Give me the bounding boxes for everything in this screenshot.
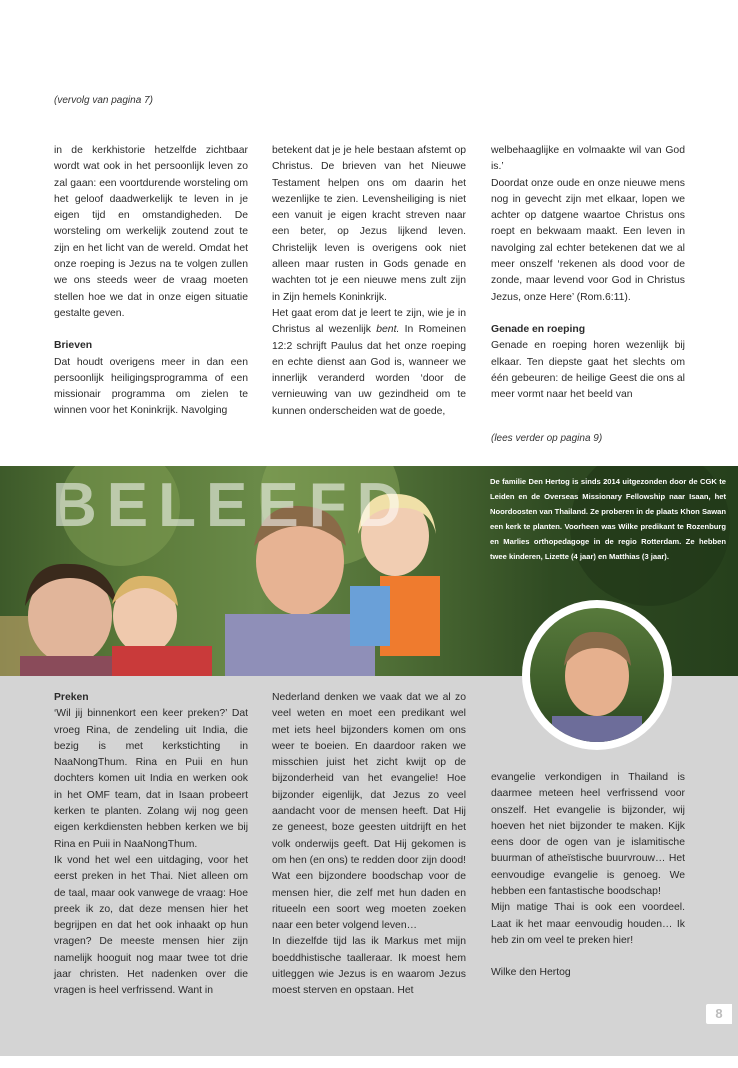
paragraph bbox=[272, 306, 466, 420]
author-portrait-illustration bbox=[530, 608, 664, 742]
paragraph: Dat houdt overigens meer in dan een persoonlijk heiligingsprogramma of een missionair programma om zielen te winnen voor het Koninkrijk. Navolging bbox=[54, 356, 248, 417]
paragraph: Genade en roeping horen wezenlijk bij elkaar. Ten diepste gaat het slechts om één gebeuren: de heilige Geest die ons al meer vormt naar het beeld van bbox=[491, 340, 685, 401]
article1-column3 bbox=[491, 143, 685, 403]
paragraph: evangelie verkondigen in Thailand is daarmee meteen heel verfrissend voor onszelf. Het evangelie is bijzonder, wij hoeven het niet bijzonder te maken. Kijk eens door de ogen van je islamitische buurman of atheïstische buurvrouw… Het eenvoudige evangelie is genoeg. We hebben een fantastische boodschap! bbox=[491, 772, 685, 898]
page-number: 8 bbox=[706, 1004, 732, 1024]
paragraph: Mijn matige Thai is ook een voordeel. Laat ik het maar eenvoudig houden… Ik heb zin om veel te preken hier! bbox=[491, 902, 685, 946]
continued-from-note: (vervolg van pagina 7) bbox=[54, 95, 153, 106]
article2-column3 bbox=[491, 770, 685, 982]
article2-column1 bbox=[54, 690, 248, 1000]
emphasis: bent. bbox=[376, 324, 400, 336]
section-heading-preken: Preken bbox=[54, 692, 89, 703]
section-heading-genade: Genade en roeping bbox=[491, 323, 586, 335]
text-run: In Romeinen 12:2 schrijft Paulus dat het onze roeping en echte dienst aan God is, wanneer we innerlijk veranderd worden ‘door de vernieuwing van uw gezindheid om te kunnen onderscheiden wat de goede, bbox=[272, 324, 466, 417]
article2-column2 bbox=[272, 690, 466, 1000]
paragraph: betekent dat je je hele bestaan afstemt op Christus. De brieven van het Nieuwe Testament helpen ons om daarin het wezenlijke te zien. Levensheiliging is niet een vanuit je eigen kracht streven naar een beter, op Jezus lijkend leven. Christelijk leven is overigens ook niet alleen maar rusten in Gods genade en wachten tot je een nieuwe mens zult zijn in Zijn hemels Koninkrijk. bbox=[272, 145, 466, 303]
paragraph: In diezelfde tijd las ik Markus met mijn boeddhistische taalleraar. Ik moest hem uitleggen wie Jezus is en waarom Jezus moest sterven en opstaan. Het bbox=[272, 936, 466, 997]
photo-caption: De familie Den Hertog is sinds 2014 uitgezonden door de CGK te Leiden en de Overseas Missionary Fellowship naar Isaan, het Noordoosten van Thailand. Ze proberen in de plaats Khon Sawan een kerk te planten. Voorheen was Wilke predikant te Rozenburg en Marlies orthopedagoge in de regio Rotterdam. Ze hebben twee kinderen, Lizette (4 jaar) en Matthias (3 jaar). bbox=[490, 477, 726, 561]
author-signature: Wilke den Hertog bbox=[491, 967, 571, 979]
paragraph: in de kerkhistorie hetzelfde zichtbaar wordt wat ook in het persoonlijk leven zo zal gaan: een voortdurende worsteling om het geloof daadwerkelijk te leven in je eigen tijd en omstandigheden. De worsteling om werkelijk zoutend zout te zijn en het licht van de wereld. Omdat het onze roeping is Jezus na te volgen zullen we ons steeds weer de vraag moeten stellen hoe we dat in onze eigen situatie gestalte geven. bbox=[54, 145, 248, 319]
author-portrait bbox=[530, 608, 664, 742]
paragraph: Ik vond het wel een uitdaging, voor het eerst preken in het Thai. Niet alleen om de taal, maar ook vanwege de vraag: Hoe preek ik zo, dat deze mensen hier het begrijpen en dat het ook inhaakt op hun vragen? De meeste mensen hier zijn namelijk hooguit nog maar twee tot drie jaar christen. Het nadenken over die vragen is heel verfrissend. Want in bbox=[54, 854, 248, 997]
banner-title: BELEEFD bbox=[52, 471, 412, 540]
continued-on-note: (lees verder op pagina 9) bbox=[491, 433, 603, 444]
text-run: Het gaat erom dat je leert te zijn, wie je in Christus al wezenlijk bbox=[272, 307, 466, 336]
section-heading-brieven: Brieven bbox=[54, 340, 93, 352]
article1-column1 bbox=[54, 143, 248, 420]
paragraph: welbehaaglijke en volmaakte wil van God is.’ bbox=[491, 145, 685, 173]
author-portrait-frame bbox=[522, 600, 672, 750]
paragraph: Doordat onze oude en onze nieuwe mens nog in gevecht zijn met elkaar, lopen we achter op datgene waartoe Christus ons roept en bekwaam maakt. Een leven in navolging zal echter betekenen dat we al meer onszelf ‘rekenen als dood voor de zonde, maar levend voor God in Christus Jezus, onze Here’ (Rom.6:11). bbox=[491, 177, 685, 303]
article1-column2 bbox=[272, 143, 466, 420]
paragraph: ‘Wil jij binnenkort een keer preken?’ Dat vroeg Rina, de zendeling uit India, die bezig is met kerkstichting in NaaNongThum. Rina en Puii en hun dochters komen uit India en werken ook in het OMF team, dat in Isaan probeert kerken te planten. Zolang wij nog geen eigen kerkdiensten hebben kerken we bij Rina en Puii in NaaNongThum. bbox=[54, 708, 248, 850]
paragraph: Nederland denken we vaak dat we al zo veel weten en moet een predikant wel met iets heel bijzonders komen om ons weer te boeien. En daardoor raken we misschien juist het zicht kwijt op de bijzonderheid van het evangelie! Hoe bijzonder eigenlijk, dat Jezus zo veel aandacht voor de mensen heeft. Dat Hij ze geneest, boze geesten uitdrijft en het volk onderwijs geeft. Dat Hij gekomen is om hen (en ons) te redden door zijn dood! Wat een bijzondere boodschap voor de mensen hier, die zelf met hun daden en ritueeln een soort weg moeten zoeken naar een beter volgend leven… bbox=[272, 692, 466, 932]
